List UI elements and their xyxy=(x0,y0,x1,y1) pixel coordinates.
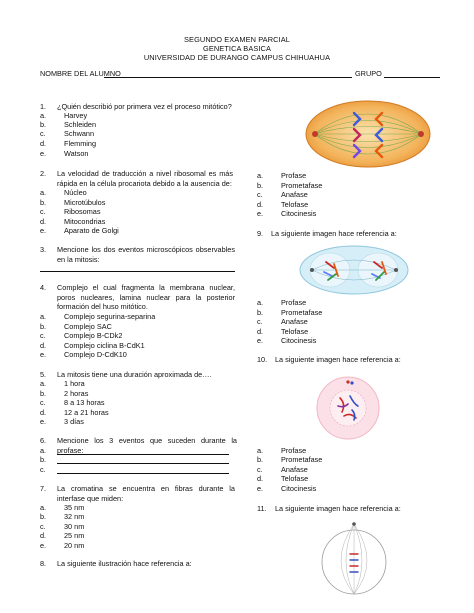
question-1-text: ¿Quién describió por primera vez el proceso mitótico? xyxy=(57,102,232,111)
q5-option-b[interactable] xyxy=(40,389,88,398)
question-number: 4. xyxy=(40,283,47,292)
q1-option-c[interactable] xyxy=(40,129,94,138)
q9-option-c[interactable] xyxy=(257,317,308,326)
question-7-text: La cromatina se encuentra en fibras durante la interfase que miden: xyxy=(57,484,235,503)
group-field[interactable] xyxy=(384,77,440,78)
q4-option-a[interactable] xyxy=(40,312,155,321)
q10-option-b[interactable] xyxy=(257,455,322,464)
mitosis-figure-q9 xyxy=(298,244,410,296)
q1-option-b[interactable] xyxy=(40,120,96,129)
option-letter: e. xyxy=(257,336,264,345)
q10-option-e[interactable] xyxy=(257,484,316,493)
option-letter: c. xyxy=(40,398,46,407)
q10-option-a[interactable] xyxy=(257,446,306,455)
question-number: 11. xyxy=(257,504,267,513)
option-letter: b. xyxy=(40,512,47,521)
cell-diagram-icon xyxy=(298,244,410,296)
option-letter: c. xyxy=(40,129,46,138)
q1-option-e[interactable] xyxy=(40,149,88,158)
option-text: Profase xyxy=(281,446,307,455)
option-letter: b. xyxy=(257,455,264,464)
q8-option-c[interactable] xyxy=(257,190,308,199)
q2-option-b[interactable] xyxy=(40,198,105,207)
option-letter: a. xyxy=(257,171,264,180)
option-letter: b. xyxy=(40,389,47,398)
option-text: Prometafase xyxy=(281,181,323,190)
q7-option-b[interactable] xyxy=(40,512,84,521)
question-number: 3. xyxy=(40,245,47,254)
option-letter: b. xyxy=(257,181,264,190)
option-text: Anafase xyxy=(281,317,308,326)
option-letter: c. xyxy=(40,331,46,340)
q8-option-a[interactable] xyxy=(257,171,306,180)
option-letter: e. xyxy=(40,149,47,158)
mitosis-figure-q11 xyxy=(318,518,390,596)
option-text: Complejo segurina-separina xyxy=(64,312,156,321)
q9-option-b[interactable] xyxy=(257,308,322,317)
question-number: 10. xyxy=(257,355,268,364)
cell-diagram-icon xyxy=(318,518,390,596)
q7-option-e[interactable] xyxy=(40,541,84,550)
mitosis-figure-q10 xyxy=(316,376,380,440)
q9-option-d[interactable] xyxy=(257,327,308,336)
option-text: Anafase xyxy=(281,465,308,474)
question-5-text: La mitosis tiene una duración aproximada de…. xyxy=(57,370,212,379)
option-text: Telofase xyxy=(281,327,309,336)
q2-option-c[interactable] xyxy=(40,207,101,216)
question-number: 7. xyxy=(40,484,47,493)
q2-option-d[interactable] xyxy=(40,217,105,226)
question-number: 8. xyxy=(40,559,47,568)
option-letter: c. xyxy=(40,465,46,474)
option-letter: a. xyxy=(40,503,47,512)
option-letter: e. xyxy=(257,484,264,493)
option-letter: d. xyxy=(257,327,264,336)
option-text: Complejo SAC xyxy=(64,322,112,331)
q5-option-c[interactable] xyxy=(40,398,105,407)
option-letter: c. xyxy=(40,207,46,216)
option-text: 20 nm xyxy=(64,541,85,550)
option-letter: e. xyxy=(40,226,47,235)
answer-line[interactable] xyxy=(40,271,235,272)
option-letter: e. xyxy=(40,350,47,359)
option-letter: b. xyxy=(40,198,47,207)
option-text: 30 nm xyxy=(64,522,85,531)
option-letter: a. xyxy=(40,111,47,120)
option-letter: a. xyxy=(40,188,47,197)
answer-line[interactable] xyxy=(57,463,229,464)
option-text: 3 días xyxy=(64,417,84,426)
option-text: 32 nm xyxy=(64,512,85,521)
option-text: Citocinesis xyxy=(281,484,317,493)
option-text: Prometafase xyxy=(281,308,323,317)
option-text: 25 nm xyxy=(64,531,85,540)
group-label: GRUPO xyxy=(355,69,382,78)
student-name-field[interactable] xyxy=(104,77,352,78)
option-text: 8 a 13 horas xyxy=(64,398,105,407)
q7-option-c[interactable] xyxy=(40,522,84,531)
question-number: 1. xyxy=(40,102,47,111)
option-text: Citocinesis xyxy=(281,209,317,218)
question-8-text: La siguiente ilustración hace referencia a: xyxy=(57,559,192,568)
answer-line[interactable] xyxy=(57,473,229,474)
option-text: Watson xyxy=(64,149,89,158)
q8-option-b[interactable] xyxy=(257,181,322,190)
q1-option-d[interactable] xyxy=(40,139,96,148)
option-letter: b. xyxy=(40,120,47,129)
question-number: 5. xyxy=(40,370,47,379)
option-text: Complejo ciclina B-CdK1 xyxy=(64,341,145,350)
q9-option-a[interactable] xyxy=(257,298,306,307)
option-letter: d. xyxy=(257,474,264,483)
option-letter: a. xyxy=(40,312,47,321)
q7-option-d[interactable] xyxy=(40,531,84,540)
option-text: 35 nm xyxy=(64,503,85,512)
q10-option-d[interactable] xyxy=(257,474,308,483)
q4-option-e[interactable] xyxy=(40,350,127,359)
option-text: Núcleo xyxy=(64,188,87,197)
q8-option-d[interactable] xyxy=(257,200,308,209)
option-text: Schleiden xyxy=(64,120,97,129)
q10-option-c[interactable] xyxy=(257,465,308,474)
q2-option-a[interactable] xyxy=(40,188,87,197)
option-letter: d. xyxy=(40,531,47,540)
option-text: Complejo D-CdK10 xyxy=(64,350,127,359)
answer-line[interactable] xyxy=(57,454,229,455)
q4-option-d[interactable] xyxy=(40,341,145,350)
option-text: Telofase xyxy=(281,200,309,209)
question-9-text: La siguiente imagen hace referencia a: xyxy=(271,229,397,238)
option-letter: a. xyxy=(257,298,264,307)
option-letter: a. xyxy=(40,446,47,455)
question-number: 9. xyxy=(257,229,264,238)
option-letter: c. xyxy=(257,317,263,326)
option-text: Profase xyxy=(281,298,307,307)
option-letter: e. xyxy=(257,209,264,218)
cell-diagram-icon xyxy=(304,99,432,169)
option-letter: d. xyxy=(40,341,47,350)
option-text: Complejo B-CDk2 xyxy=(64,331,123,340)
question-number: 2. xyxy=(40,169,47,178)
question-number: 6. xyxy=(40,436,47,445)
q2-option-e[interactable] xyxy=(40,226,119,235)
option-text: Citocinesis xyxy=(281,336,317,345)
option-text: Ribosomas xyxy=(64,207,101,216)
option-letter: d. xyxy=(40,408,47,417)
q1-option-a[interactable] xyxy=(40,111,87,120)
option-letter: a. xyxy=(40,379,47,388)
option-letter: b. xyxy=(40,455,47,464)
question-3-text: Mencione los dos eventos microscópicos observables en la mitosis: xyxy=(57,245,235,264)
option-letter: e. xyxy=(40,417,47,426)
option-text: Microtúbulos xyxy=(64,198,106,207)
option-letter: e. xyxy=(40,541,47,550)
q9-option-e[interactable] xyxy=(257,336,316,345)
option-text: 2 horas xyxy=(64,389,89,398)
q7-option-a[interactable] xyxy=(40,503,84,512)
option-letter: b. xyxy=(257,308,264,317)
option-text: Telofase xyxy=(281,474,309,483)
q4-option-c[interactable] xyxy=(40,331,122,340)
option-text: 1 hora xyxy=(64,379,85,388)
q5-option-e[interactable] xyxy=(40,417,84,426)
option-text: Profase xyxy=(281,171,307,180)
option-letter: c. xyxy=(257,465,263,474)
course-title: GENETICA BASICA xyxy=(202,44,272,53)
q5-option-d[interactable] xyxy=(40,408,109,417)
option-letter: a. xyxy=(257,446,264,455)
option-letter: d. xyxy=(40,217,47,226)
q4-option-b[interactable] xyxy=(40,322,112,331)
option-text: Mitocondrias xyxy=(64,217,106,226)
question-4-text: Complejo el cual fragmenta la membrana nuclear, poros nucleares, lamina nuclear para la posterior formación del huso mitótico. xyxy=(57,283,235,312)
option-text: Prometafase xyxy=(281,455,323,464)
option-text: 12 a 21 horas xyxy=(64,408,109,417)
exam-title: SEGUNDO EXAMEN PARCIAL xyxy=(184,35,290,44)
option-letter: c. xyxy=(257,190,263,199)
question-6-text: Mencione los 3 eventos que suceden durante la profase: xyxy=(57,436,237,455)
option-letter: d. xyxy=(257,200,264,209)
option-letter: d. xyxy=(40,139,47,148)
student-name-label: NOMBRE DEL ALUMNO xyxy=(40,69,121,78)
question-2-text: La velocidad de traducción a nivel ribosomal es más rápida en la célula procariota debido a la ausencia de: xyxy=(57,169,233,188)
option-text: Anafase xyxy=(281,190,308,199)
option-text: Harvey xyxy=(64,111,88,120)
option-letter: b. xyxy=(40,322,47,331)
cell-diagram-icon xyxy=(316,376,380,440)
q8-option-e[interactable] xyxy=(257,209,316,218)
question-10-text: La siguiente imagen hace referencia a: xyxy=(275,355,401,364)
option-letter: c. xyxy=(40,522,46,531)
q5-option-a[interactable] xyxy=(40,379,85,388)
option-text: Aparato de Golgi xyxy=(64,226,119,235)
university-title: UNIVERSIDAD DE DURANGO CAMPUS CHIHUAHUA xyxy=(143,53,331,62)
option-text: Flemming xyxy=(64,139,97,148)
mitosis-figure-q8 xyxy=(304,99,432,169)
option-text: Schwann xyxy=(64,129,95,138)
question-11-text: La siguiente imagen hace referencia a: xyxy=(275,504,401,513)
